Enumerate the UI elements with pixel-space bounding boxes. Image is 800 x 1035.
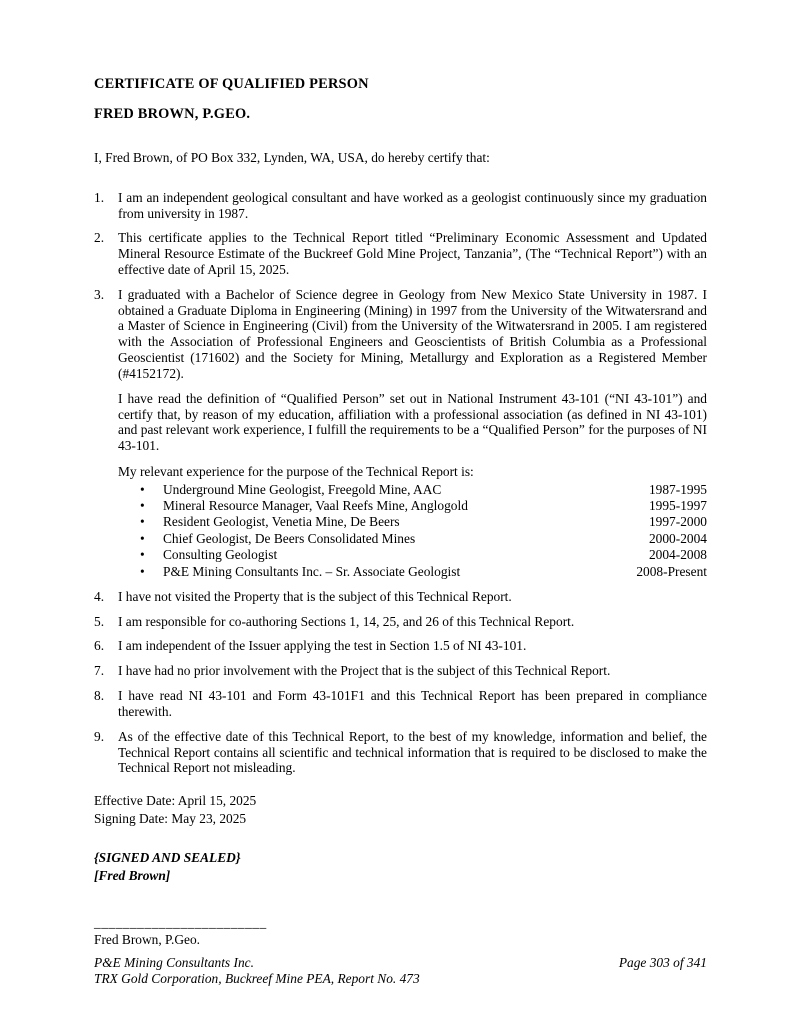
list-item-5	[94, 614, 707, 630]
item-text: I have read NI 43-101 and Form 43-101F1 and this Technical Report has been prepared in compliance therewith.	[118, 688, 707, 719]
list-item-1	[94, 190, 707, 222]
experience-row	[140, 498, 707, 514]
intro-paragraph: I, Fred Brown, of PO Box 332, Lynden, WA, USA, do hereby certify that:	[94, 149, 490, 165]
item-number: 4.	[94, 588, 105, 604]
signed-sealed-text: {SIGNED AND SEALED}	[94, 850, 241, 866]
footer-company: P&E Mining Consultants Inc.	[94, 955, 254, 970]
item-text: I am an independent geological consultant and have worked as a geologist continuously since my graduation from university in 1987.	[118, 189, 707, 221]
item-number: 2.	[94, 230, 105, 246]
signature-line: ________________________	[94, 915, 267, 931]
author-name-heading: FRED BROWN, P.GEO.	[94, 105, 251, 122]
list-item-8	[94, 688, 707, 720]
signed-sealed-block	[94, 849, 707, 885]
list-item-4	[94, 589, 707, 605]
footer-left	[94, 955, 420, 987]
item-number: 6.	[94, 638, 105, 654]
experience-years: 1997-2000	[648, 514, 707, 530]
experience-role: Resident Geologist, Venetia Mine, De Beers	[163, 514, 400, 530]
item-text: I graduated with a Bachelor of Science degree in Geology from New Mexico State University in 1987. I obtained a Graduate Diploma in Engineering (Mining) in 1997 from the University of the Witwatersrand and a Master of Science in Engineering (Civil) from the University of the Witwatersrand in 2005. I am registered with the Association of Professional Engineers and Geoscientists of British Columbia as a Professional Geoscientist (171602) and the Society for Mining, Metallurgy and Exploration as a Registered Member (#4152172).	[118, 286, 707, 381]
item-text: As of the effective date of this Technical Report, to the best of my knowledge, information and belief, the Technical Report contains all scientific and technical information that is required to be disclosed to make the Technical Report not misleading.	[118, 728, 707, 776]
signed-name-text: [Fred Brown]	[94, 868, 171, 884]
item-text: I am responsible for co-authoring Sections 1, 14, 25, and 26 of this Technical Report.	[118, 613, 575, 629]
footer-page-number: Page 303 of 341	[618, 955, 707, 970]
bullet-icon: •	[140, 498, 145, 514]
experience-row	[140, 482, 707, 498]
experience-role: Underground Mine Geologist, Freegold Mine, AAC	[163, 481, 442, 497]
signature-name: Fred Brown, P.Geo.	[94, 932, 201, 948]
item-text: I have had no prior involvement with the Project that is the subject of this Technical Report.	[118, 663, 611, 679]
bullet-icon: •	[140, 481, 145, 497]
footer-report-title: TRX Gold Corporation, Buckreef Mine PEA, Report No. 473	[94, 971, 420, 986]
bullet-icon: •	[140, 563, 145, 579]
experience-years: 2008-Present	[636, 563, 707, 579]
experience-row	[140, 547, 707, 563]
item-number: 9.	[94, 728, 105, 744]
page-footer	[94, 955, 707, 987]
experience-years: 2004-2008	[648, 547, 707, 563]
experience-row	[140, 564, 707, 580]
experience-role: Chief Geologist, De Beers Consolidated Mines	[163, 530, 416, 546]
item-text: I have not visited the Property that is the subject of this Technical Report.	[118, 588, 512, 604]
effective-date: Effective Date: April 15, 2025	[94, 793, 257, 809]
list-item-3	[94, 287, 707, 382]
experience-row	[140, 531, 707, 547]
experience-role: P&E Mining Consultants Inc. – Sr. Associate Geologist	[163, 563, 461, 579]
item-number: 1.	[94, 189, 105, 205]
experience-list	[94, 482, 707, 580]
page-title: CERTIFICATE OF QUALIFIED PERSON	[94, 76, 369, 92]
experience-row	[140, 514, 707, 530]
list-item-6	[94, 638, 707, 654]
item-number: 3.	[94, 286, 105, 302]
list-item-2	[94, 230, 707, 277]
experience-years: 1995-1997	[648, 498, 707, 514]
item-number: 5.	[94, 613, 105, 629]
signing-date: Signing Date: May 23, 2025	[94, 811, 247, 827]
item-number: 8.	[94, 688, 105, 704]
bullet-icon: •	[140, 547, 145, 563]
experience-years: 1987-1995	[648, 481, 707, 497]
experience-years: 2000-2004	[648, 530, 707, 546]
item-text: This certificate applies to the Technical Report titled “Preliminary Economic Assessment and Updated Mineral Resource Estimate of the Buckreef Gold Mine Project, Tanzania”, (The “Technical Report”) with an effective date of April 15, 2025.	[118, 230, 707, 278]
experience-role: Consulting Geologist	[163, 547, 278, 563]
qualified-person-paragraph: I have read the definition of “Qualified Person” set out in National Instrument 43-101 (“NI 43-101”) and certify that, by reason of my education, affiliation with a professional association (as defined in NI 43-101) and past relevant work experience, I fulfill the requirements to be a “Qualified Person” for the purposes of NI 43-101.	[118, 390, 707, 454]
item-text: I am independent of the Issuer applying the test in Section 1.5 of NI 43-101.	[118, 638, 527, 654]
bullet-icon: •	[140, 530, 145, 546]
experience-role: Mineral Resource Manager, Vaal Reefs Mine, Anglogold	[163, 498, 468, 514]
list-item-7	[94, 663, 707, 679]
experience-intro: My relevant experience for the purpose of the Technical Report is:	[118, 463, 474, 479]
list-item-9	[94, 729, 707, 776]
bullet-icon: •	[140, 514, 145, 530]
date-block	[94, 792, 707, 828]
item-number: 7.	[94, 663, 105, 679]
